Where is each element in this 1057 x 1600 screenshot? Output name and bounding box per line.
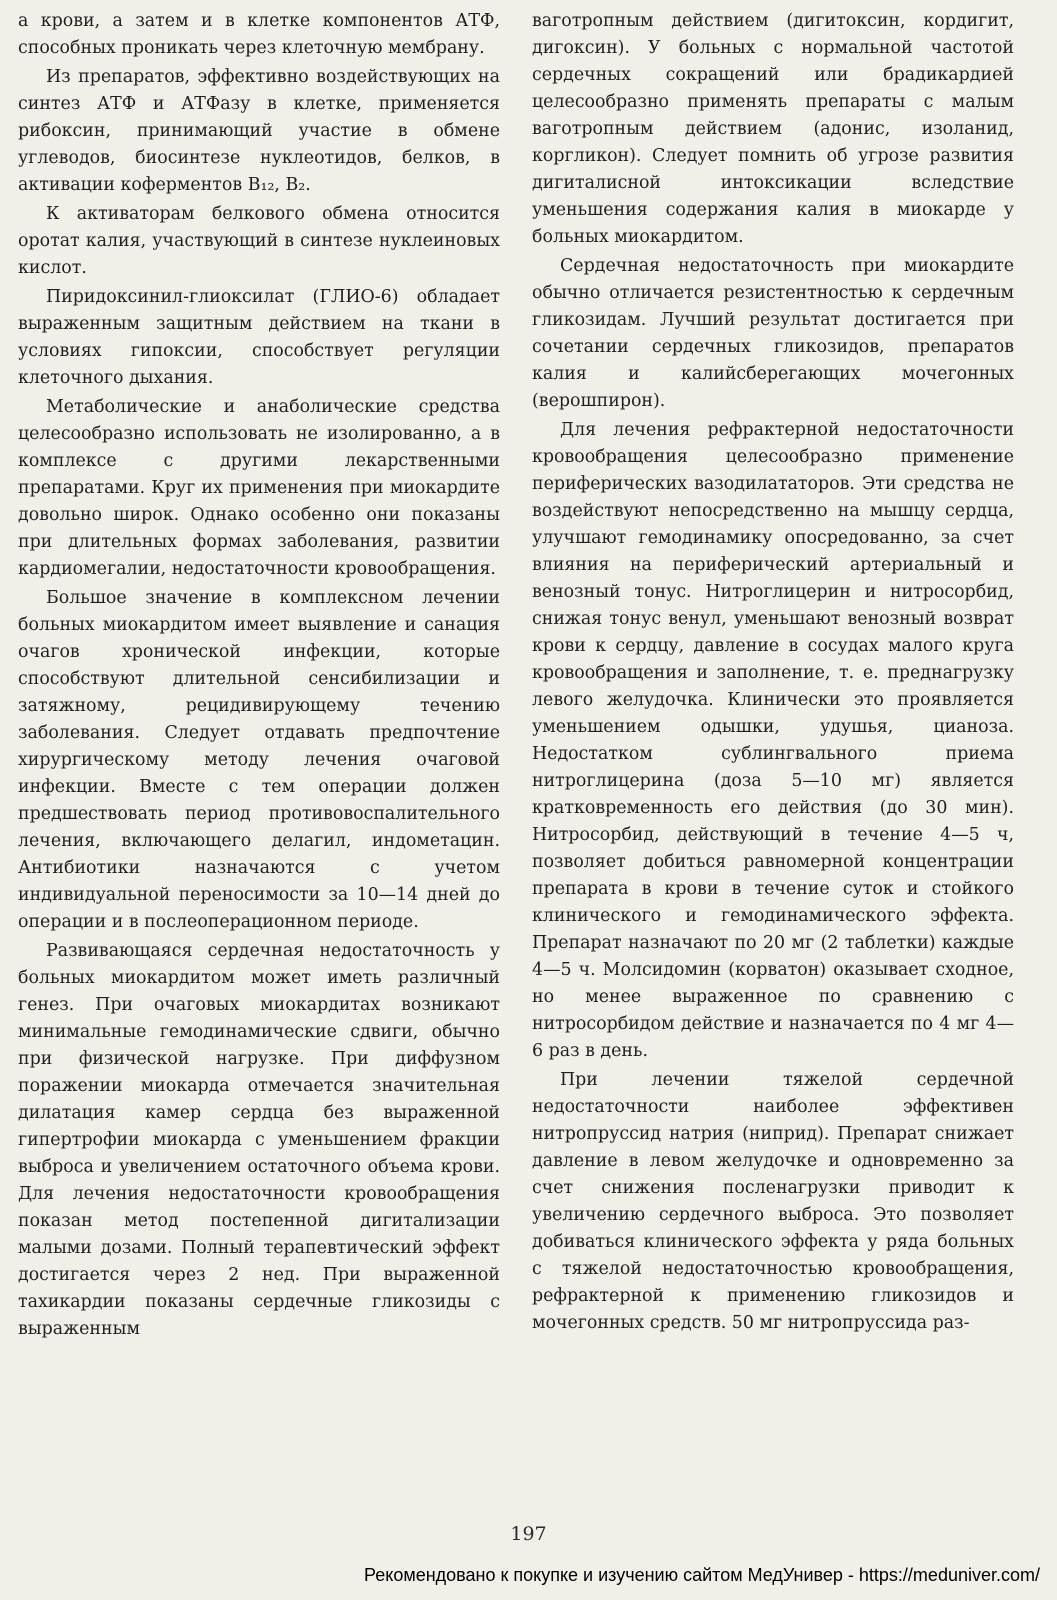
- paragraph: Большое значение в комплексном лечении больных миокардитом имеет выявление и санация очагов хронической инфекции, которые способствуют длительной сенсибилизации и затяжному, рецидивирующему течению заболевания. Следует отдавать предпочтение хирургическому методу лечения очаговой инфекции. Вместе с тем операции должен предшествовать период противовоспалительного лечения, включающего делагил, индометацин. Антибиотики назначаются с учетом индивидуальной переносимости за 10—14 дней до операции и в послеоперационном периоде.: [18, 588, 500, 932]
- paragraph: ваготропным действием (дигитоксин, кордигит, дигоксин). У больных с нормальной частотой сердечных сокращений или брадикардией целесообразно применять препараты с малым ваготропным действием (адонис, изоланид, коргликон). Следует помнить об угрозе развития дигиталисной интоксикации вследствие уменьшения содержания калия в миокарде у больных миокардитом.: [532, 11, 1014, 247]
- right-text-column: [532, 8, 1014, 1337]
- paragraph: а крови, а затем и в клетке компонентов АТФ, способных проникать через клеточную мембрану.: [18, 11, 500, 58]
- paragraph: Развивающаяся сердечная недостаточность у больных миокардитом может иметь различный генез. При очаговых миокардитах возникают минимальные гемодинамические сдвиги, обычно при физической нагрузке. При диффузном поражении миокарда отмечается значительная дилатация камер сердца без выраженной гипертрофии миокарда с уменьшением фракции выброса и увеличением остаточного объема крови. Для лечения недостаточности кровообращения показан метод постепенной дигитализации малыми дозами. Полный терапевтический эффект достигается через 2 нед. При выраженной тахикардии показаны сердечные гликозиды с выраженным: [18, 941, 500, 1339]
- page-number: 197: [510, 1523, 547, 1545]
- left-text-column: [18, 8, 500, 1343]
- paragraph: Пиридоксинил-глиоксилат (ГЛИО-6) обладает выраженным защитным действием на ткани в условиях гипоксии, способствует регуляции клеточного дыхания.: [18, 287, 500, 388]
- paragraph: Из препаратов, эффективно воздействующих на синтез АТФ и АТФазу в клетке, применяется рибоксин, принимающий участие в обмене углеводов, биосинтезе нуклеотидов, белков, в активации коферментов B₁₂, B₂.: [18, 67, 500, 195]
- paragraph: Для лечения рефрактерной недостаточности кровообращения целесообразно применение периферических вазодилататоров. Эти средства не воздействуют непосредственно на мышцу сердца, улучшают гемодинамику опосредованно, за счет влияния на периферический артериальный и венозный тонус. Нитроглицерин и нитросорбид, снижая тонус венул, уменьшают венозный возврат крови к сердцу, давление в сосудах малого круга кровообращения и заполнение, т. е. преднагрузку левого желудочка. Клинически это проявляется уменьшением одышки, удушья, цианоза. Недостатком сублингвального приема нитроглицерина (доза 5—10 мг) является кратковременность его действия (до 30 мин). Нитросорбид, действующий в течение 4—5 ч, позволяет добиться равномерной концентрации препарата в крови в течение суток и стойкого клинического и гемодинамического эффекта. Препарат назначают по 20 мг (2 таблетки) каждые 4—5 ч. Молсидомин (корватон) оказывает сходное, но менее выраженное по сравнению с нитросорбидом действие и назначается по 4 мг 4—6 раз в день.: [532, 420, 1014, 1061]
- footer-recommendation: Рекомендовано к покупке и изучению сайтом МедУнивер - https://meduniver.com/: [364, 1565, 1040, 1585]
- paragraph: Метаболические и анаболические средства целесообразно использовать не изолированно, а в комплексе с другими лекарственными препаратами. Круг их применения при миокардите довольно широк. Однако особенно они показаны при длительных формах заболевания, развитии кардиомегалии, недостаточности кровообращения.: [18, 397, 500, 579]
- paragraph: При лечении тяжелой сердечной недостаточности наиболее эффективен нитропруссид натрия (ниприд). Препарат снижает давление в левом желудочке и одновременно за счет снижения посленагрузки приводит к увеличению сердечного выброса. Это позволяет добиваться клинического эффекта у ряда больных с тяжелой недостаточностью кровообращения, рефрактерной к применению гликозидов и мочегонных средств. 50 мг нитропруссида раз-: [532, 1070, 1014, 1333]
- paragraph: К активаторам белкового обмена относится оротат калия, участвующий в синтезе нуклеиновых кислот.: [18, 204, 500, 278]
- paragraph: Сердечная недостаточность при миокардите обычно отличается резистентностью к сердечным гликозидам. Лучший результат достигается при сочетании сердечных гликозидов, препаратов калия и калийсберегающих мочегонных (верошпирон).: [532, 256, 1014, 411]
